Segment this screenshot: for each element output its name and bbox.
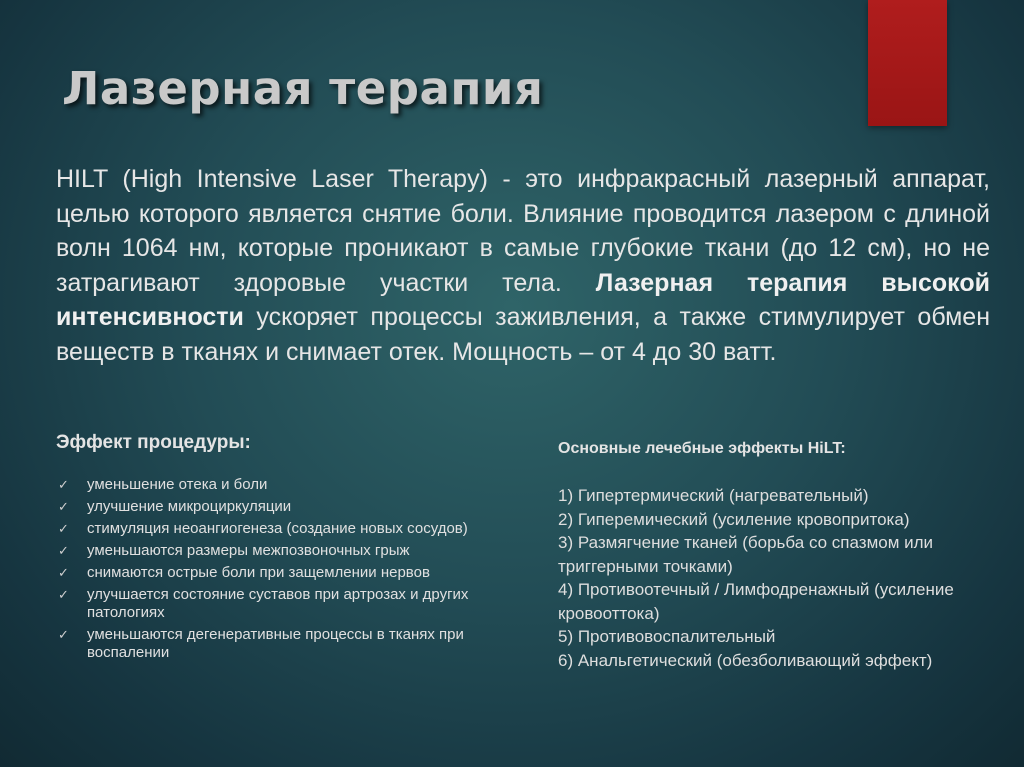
checkmark-icon: ✓ xyxy=(58,521,69,536)
intro-paragraph xyxy=(56,162,990,369)
list-item: 2) Гиперемический (усиление кровопритока) xyxy=(558,509,910,529)
list-item: ✓ уменьшаются дегенеративные процессы в тканях при воспалении xyxy=(58,626,464,661)
intro-text-after: ускоряет процессы заживления, а также стимулирует обмен веществ в тканях и снимает отек. Мощность – от 4 до 30 ватт. xyxy=(56,303,990,366)
checkmark-icon: ✓ xyxy=(58,587,69,602)
list-item: ✓ стимуляция неоангиогенеза (создание новых сосудов) xyxy=(58,520,468,537)
red-accent-tab xyxy=(868,0,947,126)
list-item: ✓ улучшается состояние суставов при артрозах и других патологиях xyxy=(58,586,469,621)
list-item: ✓ улучшение микроциркуляции xyxy=(58,498,292,515)
checkmark-icon: ✓ xyxy=(58,477,69,492)
intro-text-before: HILT (High Intensive Laser Therapy) - это инфракрасный лазерный аппарат, целью которого является снятие боли. Влияние проводится лазером с длиной волн 1064 нм, которые проникают в самые глубокие ткани (до 12 см), но не затрагивают здоровые участки тела. xyxy=(56,165,990,297)
slide-title: Лазерная терапия xyxy=(62,62,544,115)
list-item: 6) Анальгетический (обезболивающий эффект) xyxy=(558,650,933,670)
main-effects-heading: Основные лечебные эффекты HiLT: xyxy=(558,440,846,457)
intro-bold-phrase: Лазерная терапия высокой интенсивности xyxy=(56,268,990,331)
procedure-effects-heading: Эффект процедуры: xyxy=(56,432,251,453)
main-effects-column xyxy=(558,440,978,672)
list-item: 5) Противовоспалительный xyxy=(558,627,776,646)
checkmark-icon: ✓ xyxy=(58,543,69,558)
checkmark-icon: ✓ xyxy=(58,565,69,580)
procedure-effects-list xyxy=(56,476,496,662)
list-item: ✓ уменьшение отека и боли xyxy=(58,476,268,493)
list-item: 1) Гипертермический (нагревательный) xyxy=(558,486,869,505)
checkmark-icon: ✓ xyxy=(58,499,69,514)
list-item: 3) Размягчение тканей (борьба со спазмом или триггерными точками) xyxy=(558,533,934,576)
procedure-effects-column xyxy=(56,432,496,666)
main-effects-list xyxy=(558,484,978,672)
list-item: ✓ уменьшаются размеры межпозвоночных грыж xyxy=(58,542,410,559)
checkmark-icon: ✓ xyxy=(58,627,69,642)
list-item: 4) Противоотечный / Лимфодренажный (усиление кровооттока) xyxy=(558,580,954,623)
list-item: ✓ снимаются острые боли при защемлении нервов xyxy=(58,564,430,581)
